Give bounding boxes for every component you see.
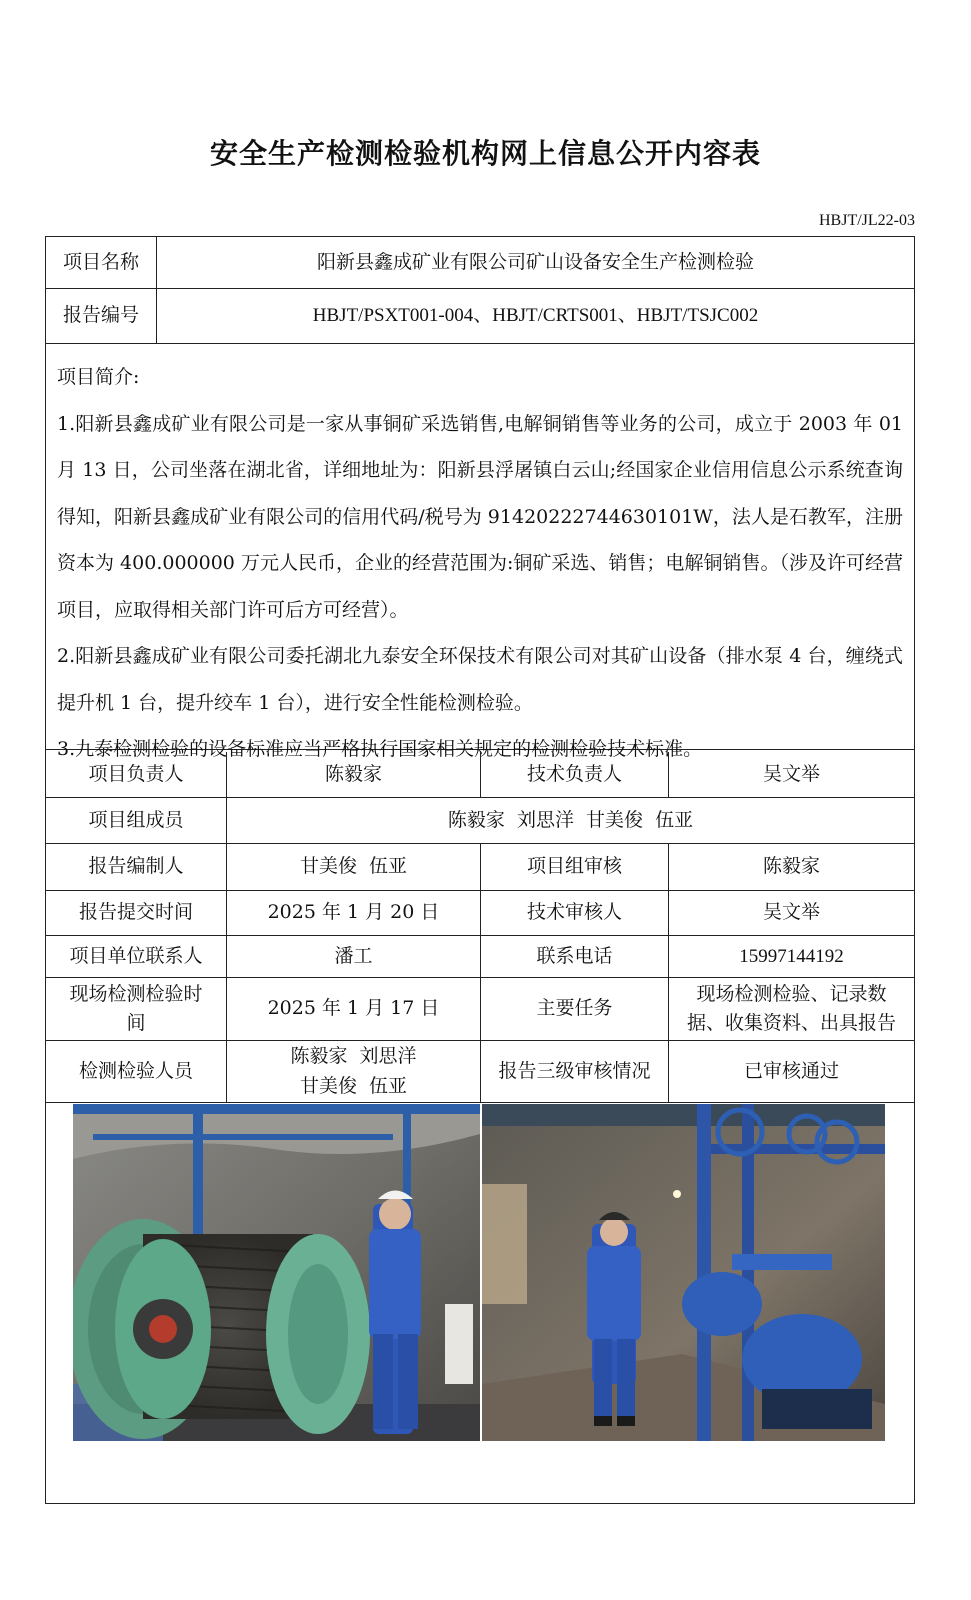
- page-title: 安全生产检测检验机构网上信息公开内容表: [209, 137, 761, 170]
- tech-leader-label: 技术负责人: [481, 752, 669, 797]
- phone-value: 15997144192: [739, 945, 844, 967]
- photo-hoist-inspection: [73, 1104, 480, 1441]
- tasks-value: [669, 978, 914, 1040]
- intro-heading: 项目简介:: [57, 366, 140, 388]
- document-code: HBJT/JL22-03: [819, 212, 915, 229]
- row-project-name: [46, 237, 914, 289]
- contact-value: 潘工: [227, 936, 481, 977]
- intro-paragraph-3: 3.九泰检测检验的设备标准应当严格执行国家相关规定的检测检验技术标准。: [57, 738, 703, 760]
- submit-time-value: 2025 年 1 月 20 日: [227, 891, 481, 935]
- row-compiler: [46, 844, 914, 891]
- tasks-value-line-1: 现场检测检验、记录数: [696, 982, 887, 1005]
- inspectors-value-line-2: 甘美俊 伍亚: [299, 1074, 408, 1097]
- onsite-time-label: [46, 978, 227, 1040]
- members-label: 项目组成员: [46, 798, 227, 843]
- info-table: [45, 236, 915, 1504]
- row-submit-time: [46, 891, 914, 936]
- onsite-time-value: 2025 年 1 月 17 日: [227, 978, 481, 1040]
- photo-area: [46, 1104, 914, 1444]
- onsite-time-label-line-2: 间: [126, 1012, 146, 1034]
- inspectors-value: [227, 1041, 481, 1102]
- tech-leader-value: 吴文举: [762, 762, 820, 785]
- leader-value: 陈毅家: [227, 752, 481, 797]
- group-review-label: 项目组审核: [481, 844, 669, 890]
- project-name-label: 项目名称: [46, 237, 157, 288]
- inspectors-label: 检测检验人员: [46, 1041, 227, 1102]
- report-number-value: HBJT/PSXT001-004、HBJT/CRTS001、HBJT/TSJC002: [312, 305, 759, 327]
- photo-pump-inspection: [482, 1104, 885, 1441]
- tasks-label: 主要任务: [481, 978, 669, 1040]
- tech-review-label: 技术审核人: [481, 891, 669, 935]
- tasks-value-line-2: 据、收集资料、出具报告: [686, 1012, 896, 1034]
- row-inspectors: [46, 1041, 914, 1103]
- onsite-time-label-line-1: 现场检测检验时: [69, 982, 203, 1005]
- members-value: 陈毅家 刘思洋 甘美俊 伍亚: [447, 808, 694, 831]
- hoist-photo-image: [73, 1104, 480, 1441]
- phone-label: 联系电话: [481, 936, 669, 977]
- contact-label: 项目单位联系人: [46, 936, 227, 977]
- project-name-value: 阳新县鑫成矿业有限公司矿山设备安全生产检测检验: [316, 250, 754, 273]
- pump-photo-image: [482, 1104, 885, 1441]
- review-status-label: 报告三级审核情况: [481, 1041, 669, 1102]
- report-number-label: 报告编号: [46, 289, 157, 343]
- compiler-value: 甘美俊 伍亚: [227, 844, 481, 890]
- row-members: [46, 798, 914, 844]
- submit-time-label: 报告提交时间: [46, 891, 227, 935]
- compiler-label: 报告编制人: [46, 844, 227, 890]
- review-status-value: 已审核通过: [743, 1059, 839, 1082]
- tech-review-value: 吴文举: [762, 901, 820, 924]
- row-onsite: [46, 978, 914, 1041]
- project-intro: [46, 344, 914, 760]
- group-review-value: 陈毅家: [762, 855, 820, 878]
- intro-paragraph-2: 2.阳新县鑫成矿业有限公司委托湖北九泰安全环保技术有限公司对其矿山设备（排水泵 4 台，缠绕式提升机 1 台，提升绞车 1 台），进行安全性能检测检验。: [57, 645, 903, 714]
- row-report-number: [46, 289, 914, 344]
- intro-paragraph-1: 1.阳新县鑫成矿业有限公司是一家从事铜矿采选销售,电解铜销售等业务的公司，成立于 2003 年 01 月 13 日，公司坐落在湖北省，详细地址为：阳新县浮屠镇白云山;经国家企业信用信息公示系统查询得知，阳新县鑫成矿业有限公司的信用代码/税号为 91420222744630101W，法人是石教军，注册资本为 400.000000 万元人民币，企业的经营范围为:铜矿采选、销售；电解铜销售。（涉及许可经营项目，应取得相关部门许可后方可经营）。: [57, 412, 903, 621]
- row-leaders: [46, 752, 914, 798]
- inspectors-value-line-1: 陈毅家 刘思洋: [290, 1045, 417, 1068]
- leader-label: 项目负责人: [46, 752, 227, 797]
- row-contact: [46, 936, 914, 978]
